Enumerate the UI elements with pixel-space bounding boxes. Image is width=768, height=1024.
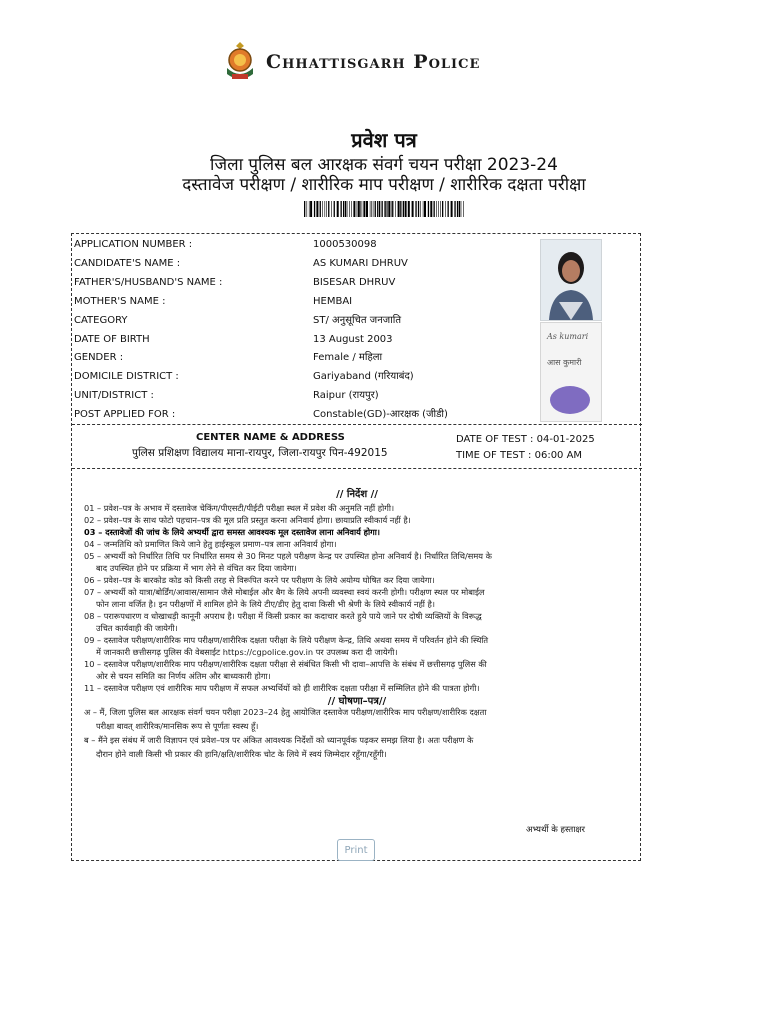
instruction-line: 10 – दस्तावेज परीक्षण/शारीरिक माप परीक्षण/शारीरिक दक्षता परीक्षा से संबंधित किसी भी दावा–आपत्ति के संबंध में छत्तीसगढ़ पुलिस की [84, 659, 487, 669]
detail-value: 13 August 2003 [313, 333, 393, 345]
barcode [304, 201, 464, 217]
instruction-line: में जानकारी छत्तीसगढ़ पुलिस की वेबसाईट https://cgpolice.gov.in पर उपलब्ध करा दी जायेगी। [96, 647, 398, 657]
declaration-line: अ – मैं, जिला पुलिस बल आरक्षक संवर्ग चयन परीक्षा 2023–24 हेतु आयोजित दस्तावेज परीक्षण/शारीरिक माप परीक्षण/शारीरिक दक्षता [84, 707, 487, 717]
center-section [72, 424, 642, 469]
instruction-line: 11 – दस्तावेज परीक्षण एवं शारीरिक माप परीक्षण में सफल अभ्यर्थियों को ही शारीरिक दक्षता परीक्षा में सम्मिलित होने की पात्रता होगी। [84, 683, 480, 693]
instruction-line: 06 – प्रवेश–पत्र के बारकोड कोड को किसी तरह से विरूपित करने पर परीक्षण के लिये अयोग्य घोषित कर दिया जायेगा। [84, 575, 435, 585]
detail-value: AS KUMARI DHRUV [313, 257, 408, 269]
detail-label: DATE OF BIRTH [74, 333, 150, 345]
instruction-line: उचित कार्यवाही की जायेगी। [96, 623, 178, 633]
detail-value: Raipur (रायपुर) [313, 390, 379, 402]
signature-thumb-box [540, 322, 602, 422]
declaration-line: दौरान होने वाली किसी भी प्रकार की हानि/क्षति/शारीरिक चोट के लिये में स्वयं जिम्मेदार रहूँगा/रहूँगी। [96, 749, 387, 759]
print-button[interactable]: Print [337, 839, 375, 861]
declaration-heading: // घोषणा–पत्र// [327, 696, 387, 707]
detail-value: BISESAR DHRUV [313, 276, 396, 288]
thumb-impression [550, 386, 590, 414]
detail-label: UNIT/DISTRICT : [74, 390, 154, 402]
org-name: Chhattisgarh Police [266, 51, 481, 73]
detail-label: APPLICATION NUMBER : [74, 239, 193, 250]
instruction-line: 04 – जन्मतिथि को प्रमाणित किये जाने हेतु हाईस्कूल प्रमाण–पत्र लाना अनिवार्य होगा। [84, 539, 337, 549]
instruction-line: बाद उपस्थित होने पर प्रक्रिया में भाग लेने से वंचित कर दिया जायेगा। [96, 563, 297, 573]
detail-value: HEMBAI [313, 295, 353, 307]
candidate-photo [540, 239, 602, 321]
logo-row [220, 38, 480, 86]
instruction-line: 05 – अभ्यर्थी को निर्धारित तिथि पर निर्धारित समय से 30 मिनट पहले परीक्षण केन्द्र पर उपस्थित होना अनिवार्य है। निर्धारित तिथि/समय के [84, 551, 492, 561]
detail-value: 1000530098 [313, 239, 377, 250]
detail-value: ST/ अनुसूचित जनजाति [313, 314, 402, 326]
detail-label: CANDIDATE'S NAME : [74, 257, 181, 269]
detail-label: POST APPLIED FOR : [74, 409, 176, 421]
detail-value: Female / महिला [313, 352, 383, 364]
center-title: CENTER NAME & ADDRESS [196, 432, 345, 443]
instruction-line: फोन लाना वर्जित है। इन परीक्षणों में शामिल होने के लिये टीए/डीए हेतु दावा किसी भी श्रेणी के लिये स्वीकार्य नहीं है। [96, 599, 435, 609]
detail-label: GENDER : [74, 352, 124, 364]
exam-title: जिला पुलिस बल आरक्षक संवर्ग चयन परीक्षा 2023-24 [210, 155, 558, 175]
detail-value: Constable(GD)-आरक्षक (जीडी) [313, 409, 448, 421]
instruction-line: 09 – दस्तावेज परीक्षण/शारीरिक माप परीक्षण/शारीरिक दक्षता परीक्षा के लिये परीक्षण केन्द्र, तिथि अथवा समय में परिवर्तन होने की स्थिति [84, 635, 489, 645]
instruction-line: 03 – दस्तावेजों की जांच के लिये अभ्यर्थी द्वारा समस्त आवश्यक मूल दस्तावेज लाना अनिवार्य होगा। [84, 527, 380, 537]
police-emblem-icon [220, 40, 260, 84]
detail-label: DOMICILE DISTRICT : [74, 371, 179, 383]
instructions-section [72, 468, 642, 860]
admit-card [71, 233, 641, 861]
declaration-line: परीक्षा बावत् शारीरिक/मानसिक रूप से पूर्णतः स्वस्थ हूँ। [96, 721, 259, 731]
exam-subtitle: दस्तावेज परीक्षण / शारीरिक माप परीक्षण / शारीरिक दक्षता परीक्षा [182, 175, 586, 195]
instruction-line: 08 – परारूपधारण व धोखाधड़ी कानूनी अपराध है। परीक्षा में किसी प्रकार का कदाचार करते हुये पाये जाने पर दोषी व्यक्तियों के विरूद्ध [84, 611, 482, 621]
detail-label: FATHER'S/HUSBAND'S NAME : [74, 276, 223, 288]
instruction-line: ओर से चयन समिति का निर्णय अंतिम और बाध्यकारी होगा। [96, 671, 271, 681]
instruction-line: 02 – प्रवेश–पत्र के साथ फोटो पहचान–पत्र की मूल प्रति प्रस्तुत करना अनिवार्य होगा। छायाप्रति स्वीकार्य नहीं है। [84, 515, 411, 525]
instructions-heading: // निर्देश // [336, 489, 378, 500]
center-address: पुलिस प्रशिक्षण विद्यालय माना-रायपुर, जिला-रायपुर पिन-492015 [132, 447, 388, 459]
candidate-signature-label: अभ्यर्थी के हस्ताक्षर [526, 825, 585, 835]
detail-label: MOTHER'S NAME : [74, 295, 166, 307]
candidate-details [72, 234, 642, 425]
time-of-test: TIME OF TEST : 06:00 AM [456, 450, 583, 461]
date-of-test: DATE OF TEST : 04-01-2025 [456, 434, 595, 445]
hindi-signature-text: आस कुमारी [547, 358, 582, 367]
instruction-line: 01 – प्रवेश–पत्र के अभाव में दस्तावेज चेकिंग/पीएसटी/पीईटी परीक्षा स्थल में प्रवेश की अनुमति नहीं होगी। [84, 503, 395, 513]
signature-text: As kumari [547, 332, 589, 341]
detail-value: Gariyaband (गरियाबंद) [313, 371, 414, 383]
admit-card-title: प्रवेश पत्र [351, 128, 417, 152]
detail-label: CATEGORY [74, 314, 128, 326]
instruction-line: 07 – अभ्यर्थी को यात्रा/बोर्डिंग/आवास/सामान जैसे मोबाईल और बैग के लिये अपनी व्यवस्था स्वयं करनी होगी। परीक्षण स्थल पर मोबाईल [84, 587, 485, 597]
declaration-line: ब – मैंने इस संबंध में जारी विज्ञापन एवं प्रवेश–पत्र पर अंकित आवश्यक निर्देशों को ध्यानपूर्वक पढ़कर समझ लिया है। अतः परीक्षण के [84, 735, 474, 745]
